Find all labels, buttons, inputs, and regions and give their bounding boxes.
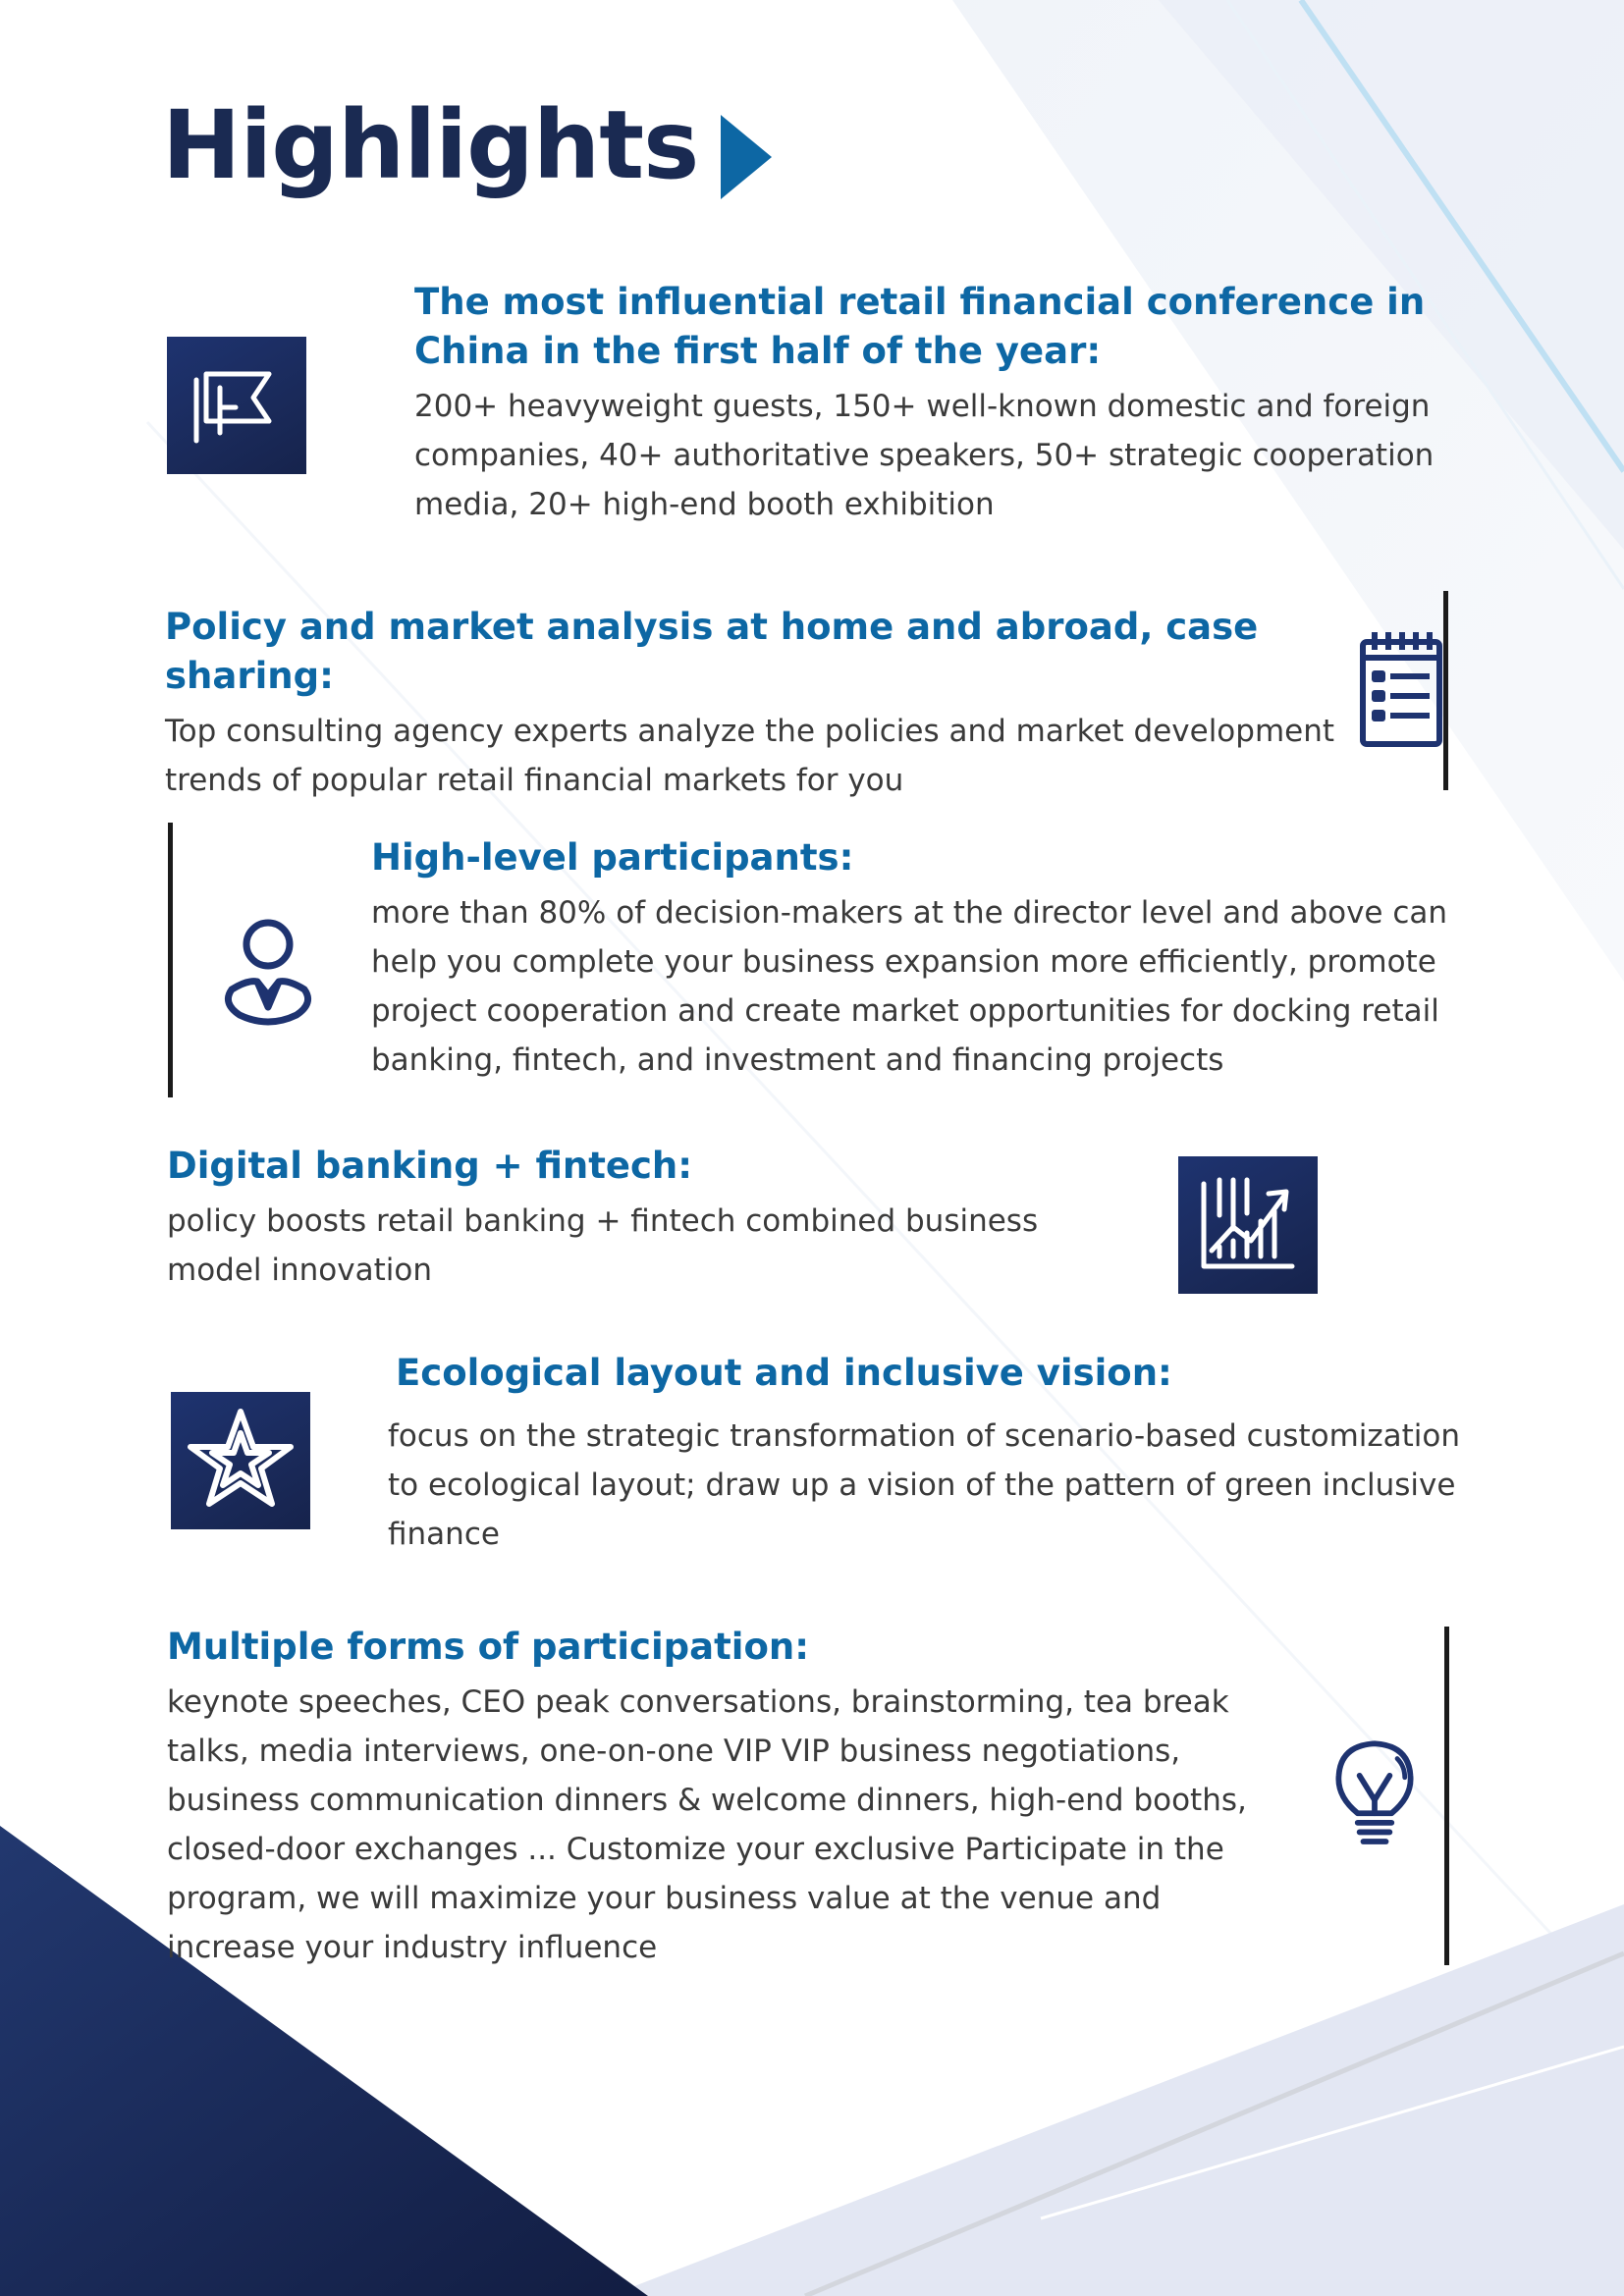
divider-line: [168, 823, 173, 1097]
section-policy-analysis: [165, 603, 1333, 805]
section-ecological-layout: [388, 1349, 1468, 1559]
section-body: 200+ heavyweight guests, 150+ well-known domestic and foreign companies, 40+ authoritative speakers, 50+ strategic cooperation media, 20+ high-end booth exhibition: [414, 389, 1435, 522]
divider-line: [1443, 591, 1448, 790]
section-body: policy boosts retail banking + fintech combined business model innovation: [167, 1203, 1039, 1288]
star-icon-tile: [171, 1392, 310, 1529]
star-icon: [171, 1392, 310, 1529]
section-heading: High-level participants:: [371, 836, 854, 879]
page-title: Highlights: [162, 90, 699, 200]
section-multiple-forms: [167, 1623, 1276, 1972]
lightbulb-icon: [1327, 1732, 1422, 1859]
section-heading: Policy and market analysis at home and abroad, case sharing:: [165, 606, 1259, 697]
divider-line: [1444, 1627, 1449, 1965]
section-high-level-participants: [371, 833, 1461, 1085]
flag-icon-tile: [167, 337, 306, 474]
section-body: Top consulting agency experts analyze the policies and market development trends of popular retail financial markets for you: [165, 714, 1335, 798]
section-influential-conference: [414, 278, 1475, 529]
section-body: more than 80% of decision-makers at the director level and above can help you complete your business expansion more efficiently, promote project cooperation and create market opportunities for docking retail banking, fintech, and investment and financing projects: [371, 895, 1448, 1078]
section-heading: The most influential retail financial conference in China in the first half of the year:: [414, 281, 1426, 372]
person-icon: [214, 913, 322, 1031]
growth-chart-icon: [1178, 1156, 1318, 1294]
notepad-icon: [1355, 628, 1453, 756]
flag-icon: [167, 337, 306, 474]
section-heading: Digital banking + fintech:: [167, 1145, 693, 1187]
section-digital-banking: [167, 1142, 1051, 1295]
growth-chart-icon-tile: [1178, 1156, 1318, 1294]
title-arrow-icon: [719, 113, 774, 201]
section-heading: Ecological layout and inclusive vision:: [396, 1352, 1172, 1394]
section-body: keynote speeches, CEO peak conversations, brainstorming, tea break talks, media interviews, one-on-one VIP VIP business negotiations, business communication dinners & welcome dinners, high-end booths, closed-door exchanges ... Customize your exclusive Participate in the program, we will maximize your business value at the venue and increase your industry influence: [167, 1684, 1247, 1965]
section-heading: Multiple forms of participation:: [167, 1626, 810, 1668]
section-body: focus on the strategic transformation of scenario-based customization to ecological layout; draw up a vision of the pattern of green inclusive finance: [388, 1418, 1461, 1552]
